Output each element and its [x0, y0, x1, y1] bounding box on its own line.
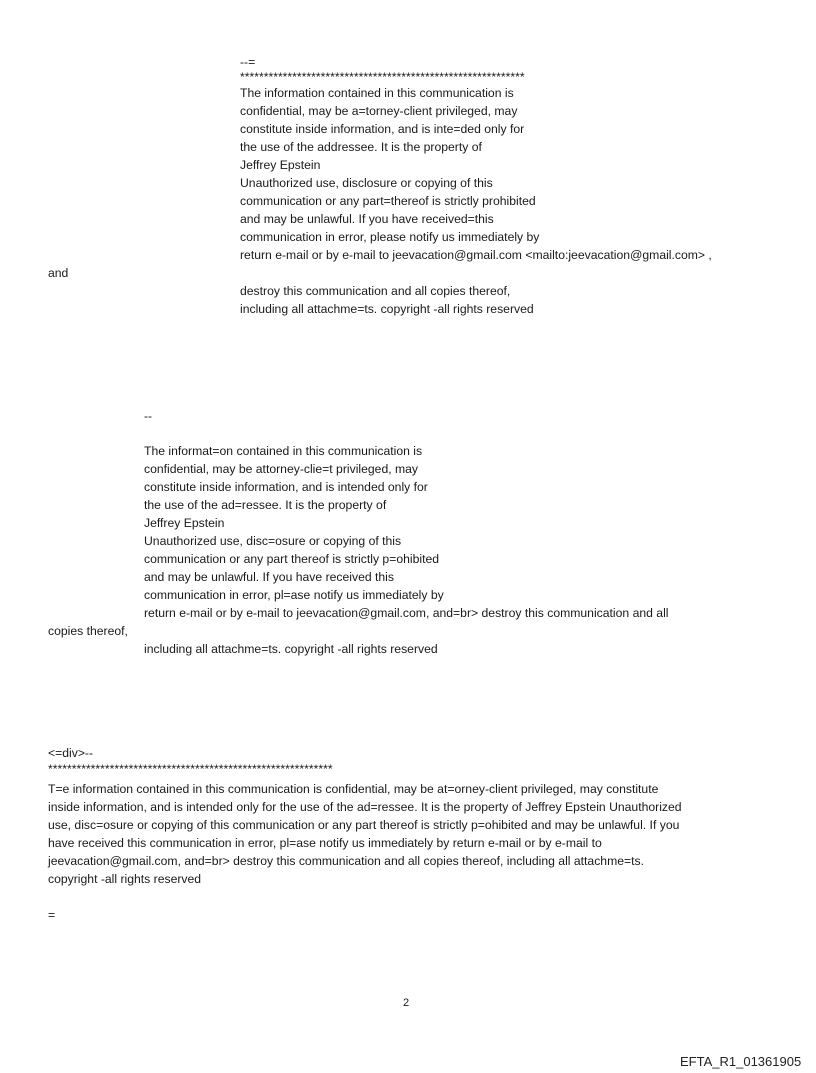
text-line: return e-mail or by e-mail to jeevacation@gmail.com <mailto:jeevacation@gmail.com> ,	[240, 248, 712, 262]
text-line: confidential, may be a=torney-client privileged, may	[240, 104, 518, 118]
text-line: return e-mail or by e-mail to jeevacation@gmail.com, and=br> destroy this communication and all	[144, 606, 669, 620]
text-line: constitute inside information, and is inte=ded only for	[240, 122, 525, 136]
separator: --	[144, 409, 153, 423]
text-line: inside information, and is intended only for the use of the ad=ressee. It is the property of Jeffrey Epstein Unauthorized	[48, 800, 682, 814]
text-line: Unauthorized use, disc=osure or copying of this	[144, 534, 402, 548]
text-line: including all attachme=ts. copyright -all rights reserved	[240, 302, 534, 316]
text-line: Jeffrey Epstein	[144, 516, 225, 530]
asterisk-rule: ************************************************************	[48, 762, 333, 776]
text-line: have received this communication in error, pl=ase notify us immediately by return e-mail or by e-mail to	[48, 836, 602, 850]
separator: --=	[240, 55, 256, 69]
text-line: including all attachme=ts. copyright -all rights reserved	[144, 642, 438, 656]
div-marker: <=div>--	[48, 746, 94, 760]
text-line: Jeffrey Epstein	[240, 158, 321, 172]
text-line: the use of the addressee. It is the property of	[240, 140, 482, 154]
page-number: 2	[403, 997, 410, 1009]
text-line: copyright -all rights reserved	[48, 872, 202, 886]
text-line: T=e information contained in this communication is confidential, may be at=orney-client privileged, may constitute	[48, 782, 659, 796]
text-line: Unauthorized use, disclosure or copying of this	[240, 176, 493, 190]
text-line: The informat=on contained in this communication is	[144, 444, 423, 458]
text-line: use, disc=osure or copying of this communication or any part thereof is strictly p=ohibited and may be unlawful. If you	[48, 818, 680, 832]
asterisk-rule: ************************************************************	[240, 70, 525, 84]
text-line: constitute inside information, and is intended only for	[144, 480, 428, 494]
text-line: and may be unlawful. If you have received=this	[240, 212, 494, 226]
text-line: the use of the ad=ressee. It is the property of	[144, 498, 387, 512]
text-line: communication or any part thereof is strictly p=ohibited	[144, 552, 440, 566]
text-line: jeevacation@gmail.com, and=br> destroy this communication and all copies thereof, including all attachme=ts.	[48, 854, 644, 868]
text-line: destroy this communication and all copies thereof,	[240, 284, 511, 298]
text-line: communication in error, pl=ase notify us immediately by	[144, 588, 444, 602]
document-id: EFTA_R1_01361905	[680, 1054, 802, 1069]
text-line: communication or any part=thereof is strictly prohibited	[240, 194, 536, 208]
text-line: and	[48, 266, 69, 280]
text-line: communication in error, please notify us immediately by	[240, 230, 540, 244]
equals-marker: =	[48, 908, 56, 922]
text-line: The information contained in this communication is	[240, 86, 514, 100]
text-line: copies thereof,	[48, 624, 128, 638]
text-line: confidential, may be attorney-clie=t privileged, may	[144, 462, 419, 476]
text-line: and may be unlawful. If you have received this	[144, 570, 394, 584]
